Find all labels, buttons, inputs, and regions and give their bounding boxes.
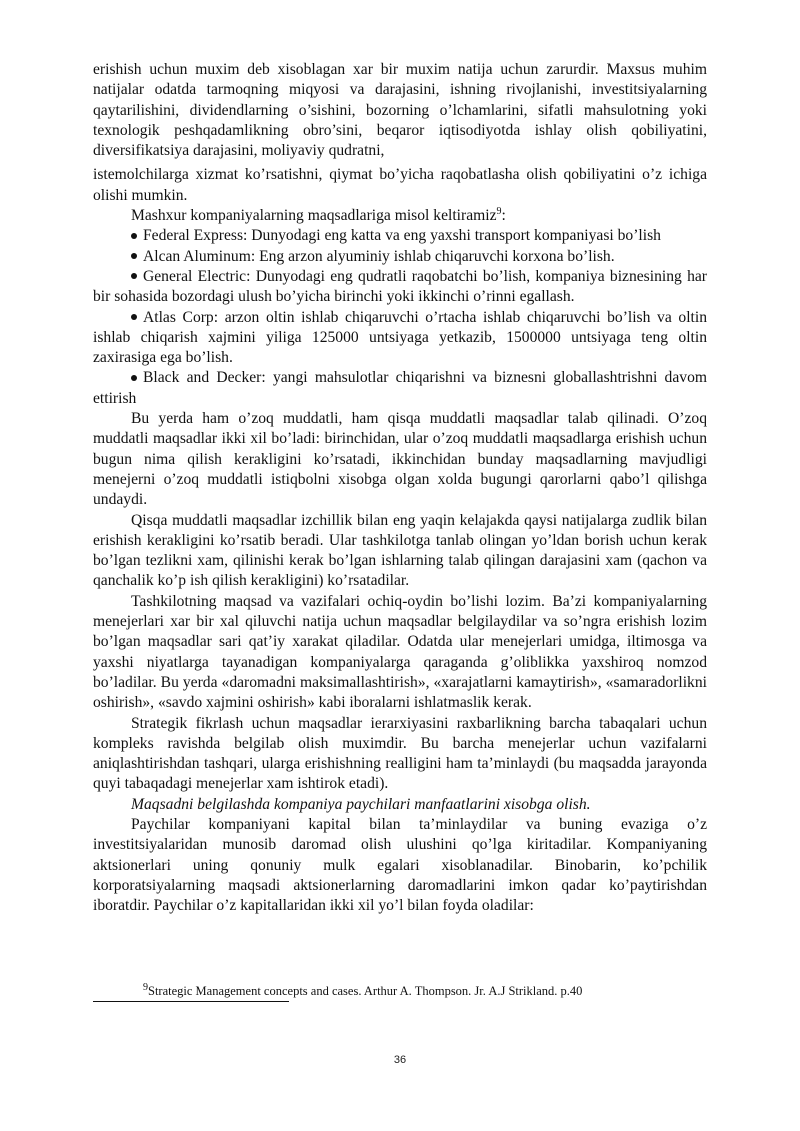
bullet-icon <box>131 273 137 279</box>
paragraph-1-part-a: erishish uchun muxim deb xisoblagan xar bir muxim natija uchun zarurdir. Maxsus muhim natijalar odatda tarmoqning miqyosi va darajasini, ishning rivojlanishi, investitsiyalarning qaytarilishini, dividendlarning o’sishini, bozorning o’lchamlarini, sifatli mahsulotning yoki texnologik peshqadamlikning obro’sini, beqaror iqtisodiyotda ishlay olish qobiliyatini, diversifikatsiya darajasini, moliyaviy qudratni, <box>93 61 707 160</box>
paragraph-2-tail: : <box>501 207 506 225</box>
footnote <box>93 983 707 999</box>
paragraph-2 <box>93 206 707 226</box>
bullet-text: Federal Express: Dunyodagi eng katta va eng yaxshi transport kompaniyasi bo’lish <box>143 227 661 245</box>
footnote-separator <box>93 1001 289 1002</box>
bullet-icon <box>131 253 137 259</box>
footnote-text <box>143 983 707 999</box>
paragraph-3: Bu yerda ham o’zoq muddatli, ham qisqa muddatli maqsadlar talab qilinadi. O’zoq muddatli maqsadlar ikki xil bo’ladi: birinchidan, ular o’zoq muddatli maqsadlarga erishish uchun bugun nima qilish kerakligini ko’rsatadi, ikkinchidan bunday maqsadlarning mavjudligi menejerni o’zoq muddatli istiqbolni xisobga olgan xolda bugungi qarorlarni qabo’l qilishga undaydi. <box>93 410 707 509</box>
bullet-icon <box>131 375 137 381</box>
bullet-text: Black and Decker: yangi mahsulotlar chiqarishni va biznesni globallashtrishni davom ettirish <box>93 369 707 407</box>
bullet-text: Alcan Aluminum: Eng arzon alyuminiy ishlab chiqaruvchi korxona bo’lish. <box>143 247 615 265</box>
section-subheading: Maqsadni belgilashda kompaniya paychilari manfaatlarini xisobga olish. <box>131 795 591 813</box>
footnote-citation: Strategic Management concepts and cases. Arthur A. Thompson. Jr. A.J Strikland. p.40 <box>148 984 583 998</box>
page-number: 36 <box>393 1054 407 1066</box>
paragraph-8: Paychilar kompaniyani kapital bilan ta’minlaydilar va buning evaziga o’z investitsiyalaridan munosib daromad olish ulushini qo’lga kiritadilar. Kompaniyaning aktsionerlari uning qonuniy mulk egalari xisoblanadilar. Binobarin, ko’pchilik korporatsiyalarning maqsadi aktsionerlarning daromadlarini imkon qadar ko’paytirishdan iboratdir. Paychilar o’z kapitallaridan ikki xil yo’l bilan foyda oladilar: <box>93 815 707 915</box>
bullet-item <box>93 368 707 409</box>
paragraph-2-text: Mashxur kompaniyalarning maqsadlariga misol keltiramiz <box>131 207 497 225</box>
footnote-ref-9[interactable]: 9 <box>496 205 502 217</box>
bullet-item <box>93 267 707 308</box>
paragraph-1-part-b: istemolchilarga xizmat ko’rsatishni, qiymat bo’yicha raqobatlasha olish qobiliyatini o’z ichiga olishi mumkin. <box>93 166 707 204</box>
bullet-icon <box>131 233 137 239</box>
paragraph-5: Tashkilotning maqsad va vazifalari ochiq-oydin bo’lishi lozim. Ba’zi kompaniyalarning menejerlari xar bir xal qiluvchi natija uchun maqsadlar belgilaydilar va so’ngra erishish lozim bo’lgan maqsadlar sari qat’iy xarakat qiladilar. Odatda ular menejerlari umidga, iltimosga va yaxshi niyatlarga tayanadigan kompaniyalarga qaraganda g’oliblikka yaxshiroq nomzod bo’ladilar. Bu yerda «daromadni maksimallashtirish», «xarajatlarni kamaytirish», «samaradorlikni oshirish», «savdo xajmini oshirish» kabi iboralarni ishlatmaslik kerak. <box>93 592 707 712</box>
bullet-text: General Electric: Dunyodagi eng qudratli raqobatchi bo’lish, kompaniya biznesining har bir sohasida bozordagi ulush bo’yicha birinchi yoki ikkinchi o’rinni egallash. <box>93 267 707 306</box>
footnote-mark: 9 <box>143 981 148 993</box>
bullet-item <box>93 226 707 246</box>
paragraph-4: Qisqa muddatli maqsadlar izchillik bilan eng yaqin kelajakda qaysi natijalarga zudlik bilan erishish kerakligini ko’rsatib beradi. Ular tashkilotga tanlab olingan yo’ldan borish uchun kerak bo’lgan tezlikni xam, qilinishi kerak bo’lgan ishlarning talab qilingan darajasini xam (qachon va qanchalik ko’p ish qilish kerakligini) ko’rsatadilar. <box>93 511 707 590</box>
bullet-text: Atlas Corp: arzon oltin ishlab chiqaruvchi o’rtacha ishlab chiqaruvchi bo’lish va oltin ishlab chiqarish xajmini yiliga 125000 untsiyaga yetkazib, 1500000 untsiyaga teng oltin zaxirasiga ega bo’lish. <box>93 308 707 367</box>
paragraph-6: Strategik fikrlash uchun maqsadlar ierarxiyasini raxbarlikning barcha tabaqalari uchun kompleks ravishda belgilab olish muximdir. Bu barcha menejerlar uchun vazifalarni aniqlashtirishdan tashqari, ularga erishishning realligini ham ta’minlaydi (bu maqsadda jarayonda quyi tabaqadagi menejerlar xam ishtirok etadi). <box>93 714 707 793</box>
bullet-item <box>93 247 707 267</box>
bullet-icon <box>131 314 137 320</box>
document-body <box>93 60 707 916</box>
bullet-item <box>93 308 707 369</box>
